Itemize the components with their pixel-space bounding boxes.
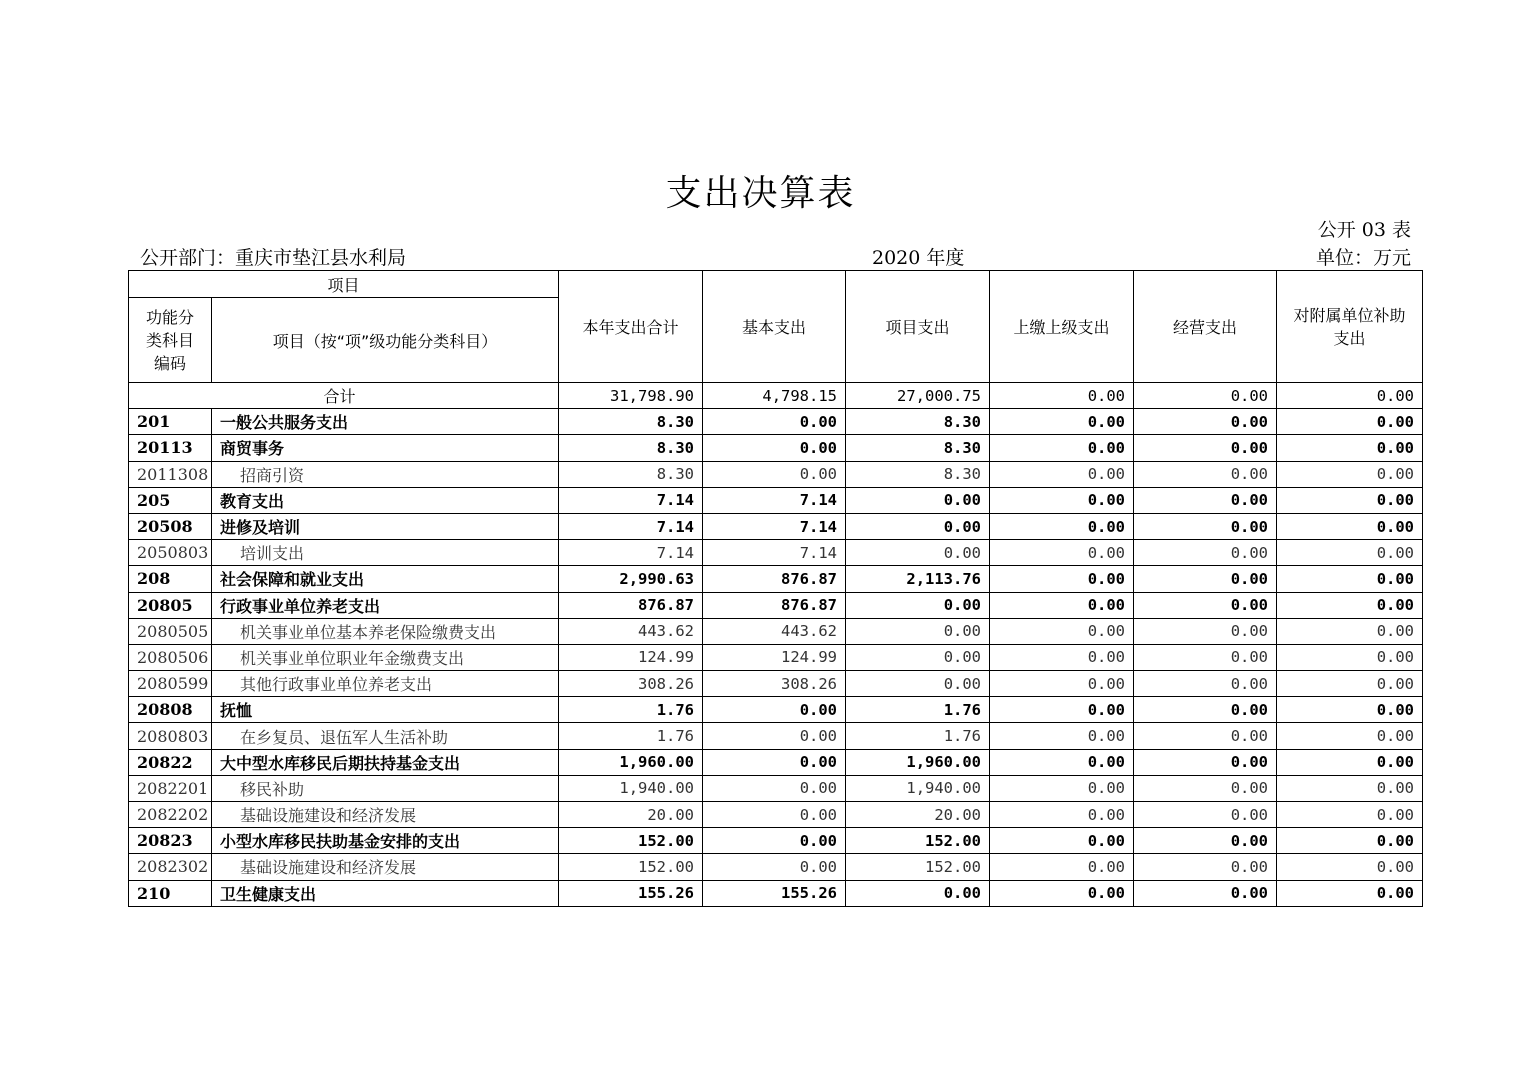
row-name: 机关事业单位职业年金缴费支出 — [212, 644, 559, 670]
cell-total: 152.00 — [559, 828, 703, 854]
table-row — [129, 461, 1423, 487]
table-row — [129, 880, 1423, 906]
cell-subsidy: 0.00 — [1277, 671, 1423, 697]
cell-subsidy: 0.00 — [1277, 828, 1423, 854]
cell-project: 0.00 — [846, 540, 990, 566]
cell-business: 0.00 — [1134, 644, 1277, 670]
unit-label: 单位：万元 — [1315, 247, 1411, 269]
cell-business: 0.00 — [1134, 618, 1277, 644]
cell-project: 8.30 — [846, 435, 990, 461]
cell-project: 1.76 — [846, 723, 990, 749]
row-name: 培训支出 — [212, 540, 559, 566]
table-row — [129, 592, 1423, 618]
row-name: 卫生健康支出 — [212, 880, 559, 906]
table-row — [129, 383, 1423, 409]
row-code: 20508 — [129, 513, 212, 539]
row-name: 移民补助 — [212, 775, 559, 801]
table-row — [129, 828, 1423, 854]
row-code: 2082302 — [129, 854, 212, 880]
row-name: 小型水库移民扶助基金安排的支出 — [212, 828, 559, 854]
cell-business: 0.00 — [1134, 749, 1277, 775]
cell-upper: 0.00 — [990, 775, 1134, 801]
row-name: 基础设施建设和经济发展 — [212, 802, 559, 828]
cell-business: 0.00 — [1134, 540, 1277, 566]
cell-project: 0.00 — [846, 513, 990, 539]
cell-business: 0.00 — [1134, 409, 1277, 435]
cell-upper: 0.00 — [990, 592, 1134, 618]
cell-total: 20.00 — [559, 802, 703, 828]
cell-total: 7.14 — [559, 513, 703, 539]
cell-basic: 7.14 — [703, 513, 846, 539]
cell-business: 0.00 — [1134, 775, 1277, 801]
cell-total: 443.62 — [559, 618, 703, 644]
cell-project: 1.76 — [846, 697, 990, 723]
cell-business: 0.00 — [1134, 723, 1277, 749]
cell-project: 0.00 — [846, 644, 990, 670]
row-code: 20823 — [129, 828, 212, 854]
row-name: 基础设施建设和经济发展 — [212, 854, 559, 880]
cell-total: 308.26 — [559, 671, 703, 697]
header-name: 项目（按“项”级功能分类科目） — [212, 298, 559, 383]
row-code: 2080599 — [129, 671, 212, 697]
cell-subsidy: 0.00 — [1277, 644, 1423, 670]
cell-project: 1,960.00 — [846, 749, 990, 775]
cell-subsidy: 0.00 — [1277, 749, 1423, 775]
table-row — [129, 775, 1423, 801]
cell-upper: 0.00 — [990, 723, 1134, 749]
cell-subsidy: 0.00 — [1277, 592, 1423, 618]
cell-project: 152.00 — [846, 828, 990, 854]
cell-upper: 0.00 — [990, 566, 1134, 592]
cell-total: 1,960.00 — [559, 749, 703, 775]
cell-basic: 308.26 — [703, 671, 846, 697]
cell-total: 2,990.63 — [559, 566, 703, 592]
row-code: 2082201 — [129, 775, 212, 801]
cell-basic: 0.00 — [703, 749, 846, 775]
cell-total: 1.76 — [559, 697, 703, 723]
cell-basic: 0.00 — [703, 775, 846, 801]
cell-total: 155.26 — [559, 880, 703, 906]
cell-subsidy: 0.00 — [1277, 461, 1423, 487]
row-name: 教育支出 — [212, 487, 559, 513]
row-code: 205 — [129, 487, 212, 513]
table-row — [129, 513, 1423, 539]
table-row — [129, 697, 1423, 723]
cell-basic: 0.00 — [703, 723, 846, 749]
row-code: 2050803 — [129, 540, 212, 566]
row-name: 抚恤 — [212, 697, 559, 723]
cell-total: 124.99 — [559, 644, 703, 670]
table-row — [129, 723, 1423, 749]
cell-upper: 0.00 — [990, 435, 1134, 461]
form-number: 公开 03 表 — [1317, 219, 1411, 241]
cell-basic: 7.14 — [703, 540, 846, 566]
cell-upper: 0.00 — [990, 487, 1134, 513]
cell-project: 0.00 — [846, 618, 990, 644]
cell-basic: 876.87 — [703, 566, 846, 592]
cell-business: 0.00 — [1134, 828, 1277, 854]
cell-business: 0.00 — [1134, 697, 1277, 723]
cell-project: 27,000.75 — [846, 383, 990, 409]
cell-total: 152.00 — [559, 854, 703, 880]
cell-project: 0.00 — [846, 487, 990, 513]
cell-business: 0.00 — [1134, 592, 1277, 618]
cell-total: 7.14 — [559, 540, 703, 566]
expenditure-table — [128, 270, 1423, 907]
cell-project: 20.00 — [846, 802, 990, 828]
cell-basic: 155.26 — [703, 880, 846, 906]
cell-business: 0.00 — [1134, 487, 1277, 513]
cell-basic: 0.00 — [703, 409, 846, 435]
cell-basic: 4,798.15 — [703, 383, 846, 409]
cell-business: 0.00 — [1134, 461, 1277, 487]
row-name: 进修及培训 — [212, 513, 559, 539]
cell-subsidy: 0.00 — [1277, 513, 1423, 539]
cell-total: 7.14 — [559, 487, 703, 513]
cell-upper: 0.00 — [990, 880, 1134, 906]
header-upper: 上缴上级支出 — [990, 271, 1134, 383]
cell-project: 8.30 — [846, 409, 990, 435]
cell-upper: 0.00 — [990, 644, 1134, 670]
cell-total: 1.76 — [559, 723, 703, 749]
cell-project: 0.00 — [846, 592, 990, 618]
row-code: 201 — [129, 409, 212, 435]
row-code: 20113 — [129, 435, 212, 461]
cell-basic: 0.00 — [703, 854, 846, 880]
table-body — [129, 383, 1423, 907]
header-subsidy: 对附属单位补助支出 — [1277, 271, 1423, 383]
cell-subsidy: 0.00 — [1277, 566, 1423, 592]
table-row — [129, 540, 1423, 566]
table-row — [129, 435, 1423, 461]
cell-subsidy: 0.00 — [1277, 487, 1423, 513]
cell-subsidy: 0.00 — [1277, 697, 1423, 723]
cell-subsidy: 0.00 — [1277, 802, 1423, 828]
cell-upper: 0.00 — [990, 540, 1134, 566]
row-name: 机关事业单位基本养老保险缴费支出 — [212, 618, 559, 644]
cell-business: 0.00 — [1134, 854, 1277, 880]
cell-basic: 0.00 — [703, 461, 846, 487]
cell-upper: 0.00 — [990, 749, 1134, 775]
header-item-group: 项目 — [129, 271, 559, 298]
cell-project: 2,113.76 — [846, 566, 990, 592]
cell-subsidy: 0.00 — [1277, 618, 1423, 644]
header-total: 本年支出合计 — [559, 271, 703, 383]
page-title: 支出决算表 — [665, 173, 856, 214]
cell-subsidy: 0.00 — [1277, 383, 1423, 409]
cell-basic: 0.00 — [703, 828, 846, 854]
cell-project: 0.00 — [846, 880, 990, 906]
cell-total: 31,798.90 — [559, 383, 703, 409]
cell-business: 0.00 — [1134, 802, 1277, 828]
row-code: 20822 — [129, 749, 212, 775]
row-code: 2080803 — [129, 723, 212, 749]
cell-subsidy: 0.00 — [1277, 723, 1423, 749]
table-row — [129, 566, 1423, 592]
cell-upper: 0.00 — [990, 671, 1134, 697]
cell-business: 0.00 — [1134, 566, 1277, 592]
cell-upper: 0.00 — [990, 854, 1134, 880]
cell-subsidy: 0.00 — [1277, 880, 1423, 906]
cell-upper: 0.00 — [990, 383, 1134, 409]
cell-upper: 0.00 — [990, 802, 1134, 828]
cell-project: 8.30 — [846, 461, 990, 487]
table-row — [129, 802, 1423, 828]
row-code: 20805 — [129, 592, 212, 618]
cell-basic: 0.00 — [703, 697, 846, 723]
header-code: 功能分类科目编码 — [129, 298, 212, 383]
cell-basic: 0.00 — [703, 435, 846, 461]
cell-business: 0.00 — [1134, 880, 1277, 906]
header-business: 经营支出 — [1134, 271, 1277, 383]
cell-business: 0.00 — [1134, 435, 1277, 461]
cell-business: 0.00 — [1134, 671, 1277, 697]
cell-subsidy: 0.00 — [1277, 409, 1423, 435]
cell-upper: 0.00 — [990, 513, 1134, 539]
cell-project: 0.00 — [846, 671, 990, 697]
cell-basic: 124.99 — [703, 644, 846, 670]
row-code: 2080506 — [129, 644, 212, 670]
table-row — [129, 618, 1423, 644]
row-name: 商贸事务 — [212, 435, 559, 461]
table-row — [129, 854, 1423, 880]
cell-project: 1,940.00 — [846, 775, 990, 801]
cell-business: 0.00 — [1134, 383, 1277, 409]
header-project: 项目支出 — [846, 271, 990, 383]
fiscal-year-label: 2020 年度 — [872, 247, 965, 269]
cell-upper: 0.00 — [990, 697, 1134, 723]
row-code: 2082202 — [129, 802, 212, 828]
table-row — [129, 671, 1423, 697]
header-basic: 基本支出 — [703, 271, 846, 383]
table-row — [129, 644, 1423, 670]
cell-subsidy: 0.00 — [1277, 540, 1423, 566]
row-name: 合计 — [129, 383, 559, 409]
row-name: 在乡复员、退伍军人生活补助 — [212, 723, 559, 749]
table-row — [129, 487, 1423, 513]
row-name: 大中型水库移民后期扶持基金支出 — [212, 749, 559, 775]
cell-subsidy: 0.00 — [1277, 854, 1423, 880]
cell-subsidy: 0.00 — [1277, 775, 1423, 801]
cell-basic: 7.14 — [703, 487, 846, 513]
table-row — [129, 749, 1423, 775]
cell-basic: 876.87 — [703, 592, 846, 618]
row-name: 社会保障和就业支出 — [212, 566, 559, 592]
cell-total: 876.87 — [559, 592, 703, 618]
row-code: 20808 — [129, 697, 212, 723]
cell-upper: 0.00 — [990, 828, 1134, 854]
cell-total: 8.30 — [559, 461, 703, 487]
cell-business: 0.00 — [1134, 513, 1277, 539]
row-code: 210 — [129, 880, 212, 906]
cell-total: 8.30 — [559, 409, 703, 435]
cell-total: 1,940.00 — [559, 775, 703, 801]
cell-subsidy: 0.00 — [1277, 435, 1423, 461]
row-name: 行政事业单位养老支出 — [212, 592, 559, 618]
cell-basic: 443.62 — [703, 618, 846, 644]
cell-upper: 0.00 — [990, 618, 1134, 644]
row-name: 招商引资 — [212, 461, 559, 487]
row-name: 其他行政事业单位养老支出 — [212, 671, 559, 697]
cell-basic: 0.00 — [703, 802, 846, 828]
row-name: 一般公共服务支出 — [212, 409, 559, 435]
cell-upper: 0.00 — [990, 409, 1134, 435]
row-code: 2011308 — [129, 461, 212, 487]
department-label: 公开部门：重庆市垫江县水利局 — [140, 247, 407, 269]
table-row — [129, 409, 1423, 435]
cell-project: 152.00 — [846, 854, 990, 880]
row-code: 2080505 — [129, 618, 212, 644]
cell-upper: 0.00 — [990, 461, 1134, 487]
row-code: 208 — [129, 566, 212, 592]
cell-total: 8.30 — [559, 435, 703, 461]
